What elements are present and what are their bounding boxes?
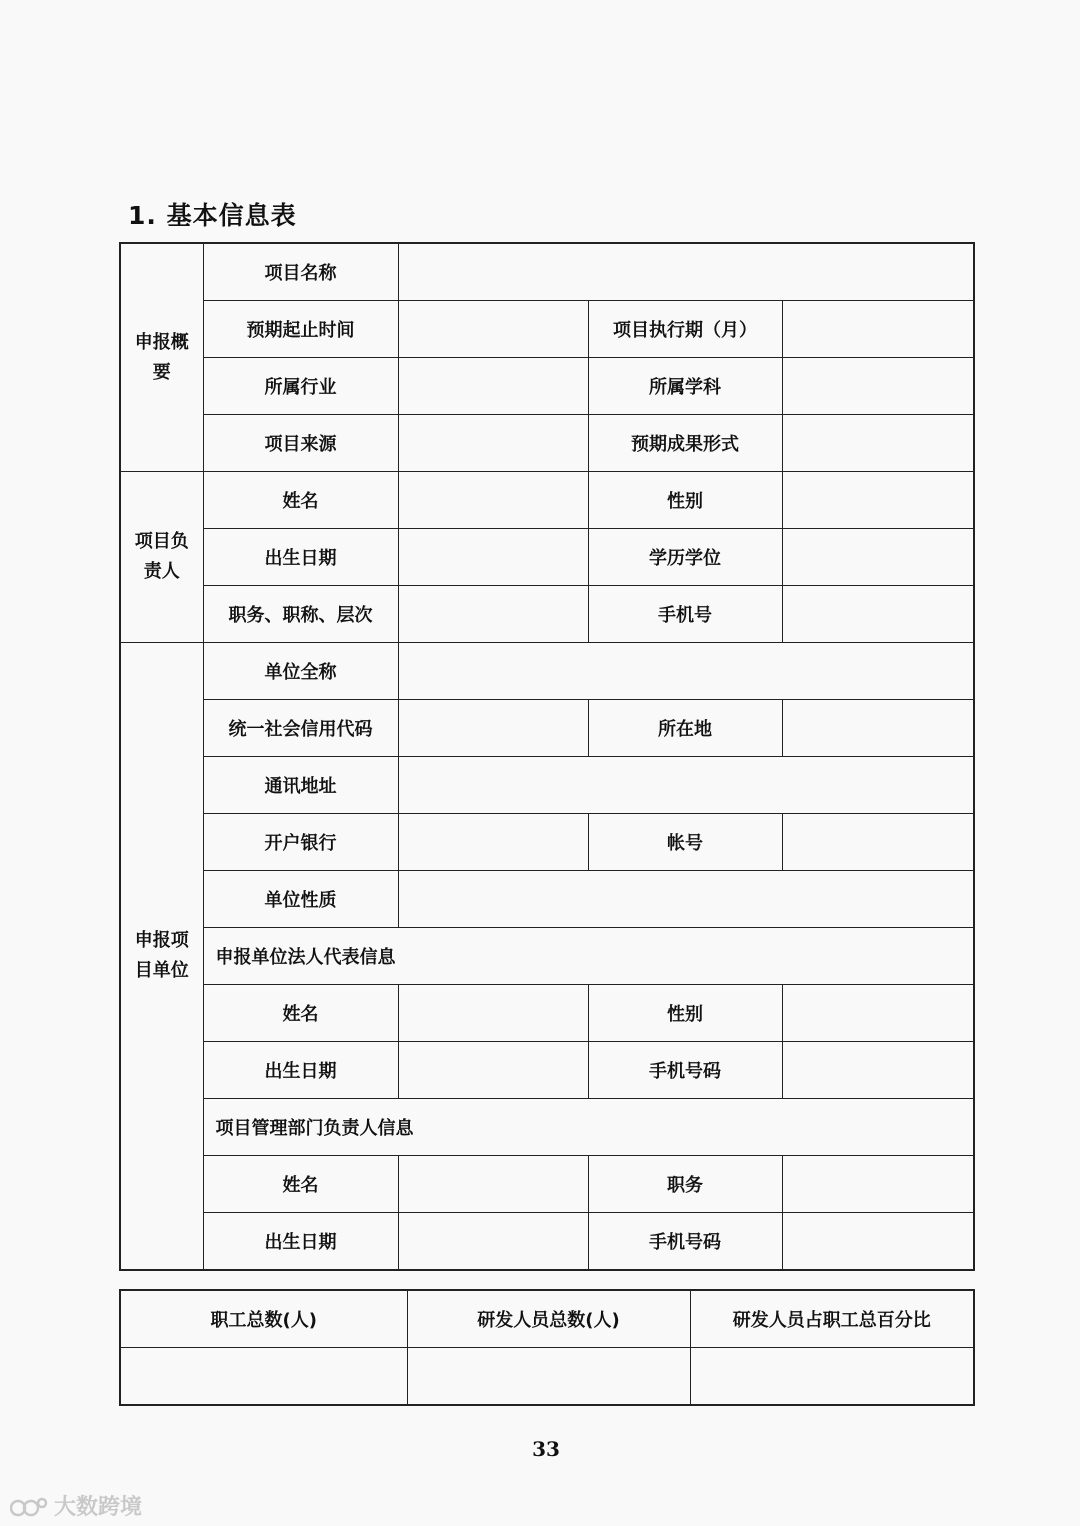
- field-dept-name[interactable]: [398, 1156, 588, 1213]
- table-row: [120, 529, 974, 586]
- label-period: 预期起止时间: [203, 301, 398, 358]
- label-bank: 开户银行: [203, 814, 398, 871]
- field-legal-name[interactable]: [398, 985, 588, 1042]
- table-row: [120, 757, 974, 814]
- label-leader-position: 职务、职称、层次: [203, 586, 398, 643]
- label-source: 项目来源: [203, 415, 398, 472]
- label-leader-name: 姓名: [203, 472, 398, 529]
- field-leader-education[interactable]: [782, 529, 974, 586]
- field-legal-phone[interactable]: [782, 1042, 974, 1099]
- field-dept-phone[interactable]: [782, 1213, 974, 1271]
- field-leader-phone[interactable]: [782, 586, 974, 643]
- table-row: [120, 1042, 974, 1099]
- basic-info-table: [119, 242, 975, 1271]
- watermark: [10, 1490, 142, 1521]
- field-legal-gender[interactable]: [782, 985, 974, 1042]
- field-dept-post[interactable]: [782, 1156, 974, 1213]
- legal-rep-header: 申报单位法人代表信息: [203, 928, 974, 985]
- table-row: [120, 1156, 974, 1213]
- field-leader-position[interactable]: [398, 586, 588, 643]
- field-source[interactable]: [398, 415, 588, 472]
- group-label-leader: 项目负责人: [120, 472, 203, 643]
- table-row: [120, 586, 974, 643]
- label-legal-gender: 性别: [588, 985, 782, 1042]
- table-row: [120, 1348, 974, 1406]
- label-industry: 所属行业: [203, 358, 398, 415]
- staff-stats-table: [119, 1289, 975, 1406]
- group-label-unit: 申报项目单位: [120, 643, 203, 1271]
- field-location[interactable]: [782, 700, 974, 757]
- field-leader-gender[interactable]: [782, 472, 974, 529]
- table-row: [120, 1290, 974, 1348]
- label-unit-full-name: 单位全称: [203, 643, 398, 700]
- field-credit-code[interactable]: [398, 700, 588, 757]
- watermark-text: 大数跨境: [54, 1495, 143, 1520]
- field-rd-ratio[interactable]: [690, 1348, 974, 1406]
- label-legal-birth: 出生日期: [203, 1042, 398, 1099]
- field-project-name[interactable]: [398, 243, 974, 301]
- table-row: [120, 358, 974, 415]
- table-row: [120, 472, 974, 529]
- field-leader-birth[interactable]: [398, 529, 588, 586]
- field-staff-total[interactable]: [120, 1348, 407, 1406]
- table-row: [120, 415, 974, 472]
- table-row: [120, 1099, 974, 1156]
- label-leader-gender: 性别: [588, 472, 782, 529]
- label-leader-education: 学历学位: [588, 529, 782, 586]
- label-dept-name: 姓名: [203, 1156, 398, 1213]
- field-leader-name[interactable]: [398, 472, 588, 529]
- field-discipline[interactable]: [782, 358, 974, 415]
- label-result-form: 预期成果形式: [588, 415, 782, 472]
- page-number: 33: [532, 1437, 560, 1461]
- section-title: 1. 基本信息表: [128, 201, 297, 230]
- label-dept-phone: 手机号码: [588, 1213, 782, 1271]
- table-row: [120, 871, 974, 928]
- label-discipline: 所属学科: [588, 358, 782, 415]
- field-account[interactable]: [782, 814, 974, 871]
- field-industry[interactable]: [398, 358, 588, 415]
- group-label-summary: 申报概要: [120, 243, 203, 472]
- field-execution-months[interactable]: [782, 301, 974, 358]
- field-legal-birth[interactable]: [398, 1042, 588, 1099]
- label-execution-months: 项目执行期（月）: [588, 301, 782, 358]
- field-rd-total[interactable]: [407, 1348, 690, 1406]
- label-account: 帐号: [588, 814, 782, 871]
- label-staff-total: 职工总数(人): [120, 1290, 407, 1348]
- label-project-name: 项目名称: [203, 243, 398, 301]
- field-result-form[interactable]: [782, 415, 974, 472]
- table-row: [120, 814, 974, 871]
- field-dept-birth[interactable]: [398, 1213, 588, 1271]
- label-dept-birth: 出生日期: [203, 1213, 398, 1271]
- label-rd-total: 研发人员总数(人): [407, 1290, 690, 1348]
- label-legal-name: 姓名: [203, 985, 398, 1042]
- label-leader-phone: 手机号: [588, 586, 782, 643]
- table-row: [120, 700, 974, 757]
- label-legal-phone: 手机号码: [588, 1042, 782, 1099]
- table-row: [120, 301, 974, 358]
- label-unit-nature: 单位性质: [203, 871, 398, 928]
- field-address[interactable]: [398, 757, 974, 814]
- label-credit-code: 统一社会信用代码: [203, 700, 398, 757]
- table-row: [120, 928, 974, 985]
- watermark-logo-icon: [10, 1493, 48, 1519]
- field-unit-nature[interactable]: [398, 871, 974, 928]
- table-row: [120, 1213, 974, 1271]
- field-bank[interactable]: [398, 814, 588, 871]
- table-row: [120, 985, 974, 1042]
- label-rd-ratio: 研发人员占职工总百分比: [690, 1290, 974, 1348]
- label-address: 通讯地址: [203, 757, 398, 814]
- table-row: [120, 643, 974, 700]
- field-period[interactable]: [398, 301, 588, 358]
- field-unit-full-name[interactable]: [398, 643, 974, 700]
- dept-header: 项目管理部门负责人信息: [203, 1099, 974, 1156]
- label-dept-post: 职务: [588, 1156, 782, 1213]
- label-leader-birth: 出生日期: [203, 529, 398, 586]
- table-row: [120, 243, 974, 301]
- label-location: 所在地: [588, 700, 782, 757]
